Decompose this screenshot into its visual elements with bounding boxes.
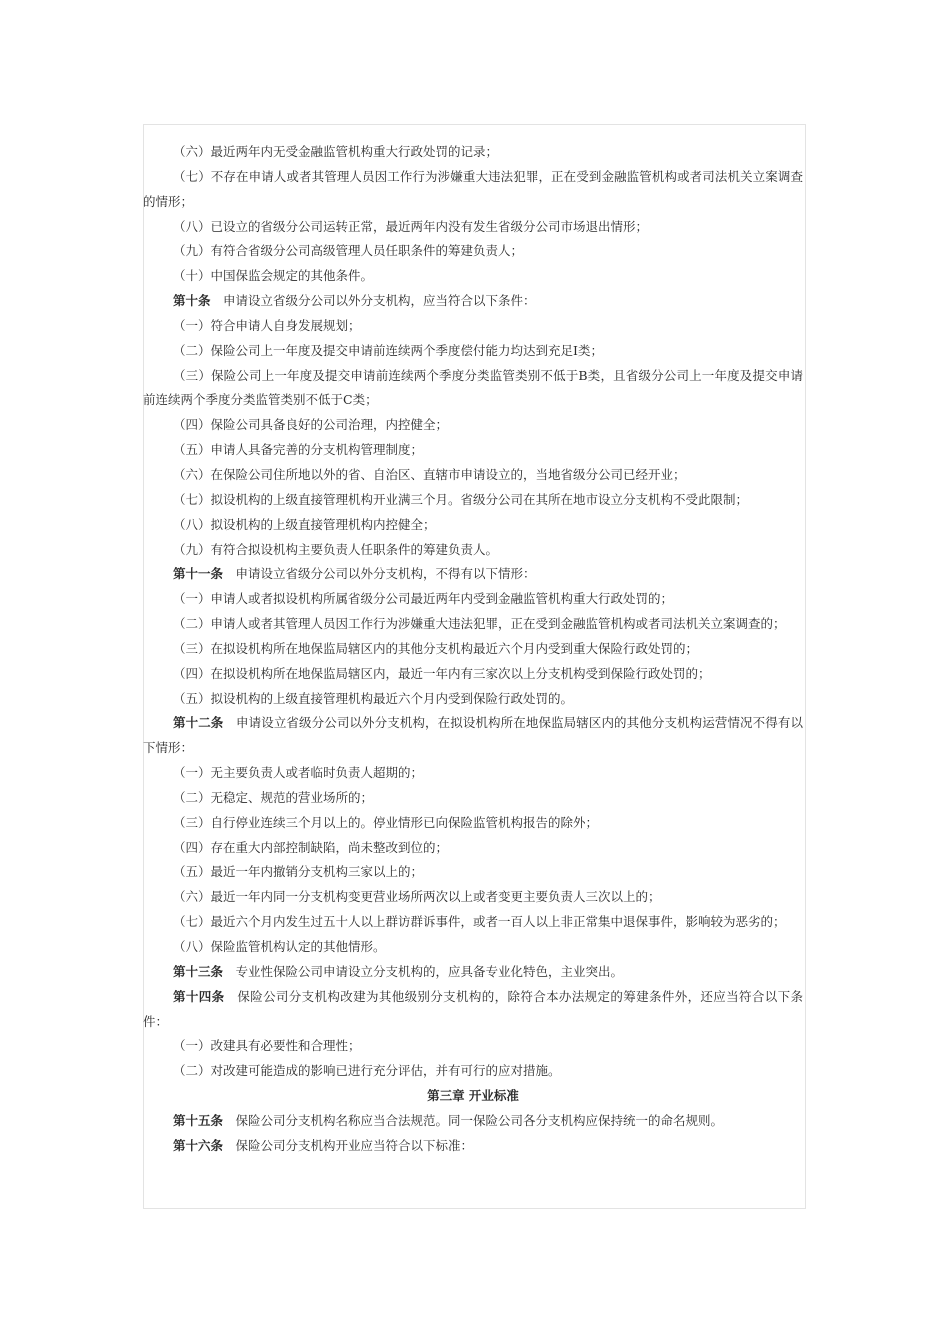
article-number: 第十四条 [173,988,225,1004]
article-text: 专业性保险公司申请设立分支机构的，应具备专业化特色，主业突出。 [235,963,624,979]
article-text: 申请设立省级分公司以外分支机构，在拟设机构所在地保监局辖区内的其他分支机构运营情况不得有以下情形： [143,715,803,756]
clause-item: （七）不存在申请人或者其管理人员因工作行为涉嫌重大违法犯罪，正在受到金融监管机构或者司法机关立案调查的情形； [143,168,803,209]
clause-item: （九）有符合省级分公司高级管理人员任职条件的筹建负责人； [173,243,524,259]
clause-item: （三）自行停业连续三个月以上的。停业情形已向保险监管机构报告的除外； [173,814,599,830]
clause-item: （十）中国保监会规定的其他条件。 [173,268,374,284]
clause-item: （九）有符合拟设机构主要负责人任职条件的筹建负责人。 [173,541,499,557]
clause-item: （六）最近一年内同一分支机构变更营业场所两次以上或者变更主要负责人三次以上的； [173,889,661,905]
clause-item: （七）最近六个月内发生过五十人以上群访群诉事件，或者一百人以上非正常集中退保事件，影响较为恶劣的； [173,914,786,930]
article-number: 第十三条 [173,963,224,979]
clause-item: （一）无主要负责人或者临时负责人超期的； [173,765,424,781]
article-number: 第十一条 [173,566,224,582]
clause-item: （六）在保险公司住所地以外的省、自治区、直辖市申请设立的，当地省级分公司已经开业； [173,466,686,482]
clause-item: （二）无稳定、规范的营业场所的； [173,789,374,805]
article-text: 申请设立省级分公司以外分支机构，应当符合以下条件： [223,293,536,309]
clause-item: （五）申请人具备完善的分支机构管理制度； [173,442,424,458]
article-text: 申请设立省级分公司以外分支机构，不得有以下情形： [235,566,536,582]
document-body [143,140,803,1159]
clause-item: （三）保险公司上一年度及提交申请前连续两个季度分类监管类别不低于B类，且省级分公司上一年度及提交申请前连续两个季度分类监管类别不低于C类； [143,367,803,408]
article-text: 保险公司分支机构开业应当符合以下标准： [235,1137,474,1153]
clause-item: （一）符合申请人自身发展规划； [173,317,361,333]
clause-item: （八）拟设机构的上级直接管理机构内控健全； [173,516,436,532]
clause-item: （二）对改建可能造成的影响已进行充分评估，并有可行的应对措施。 [173,1063,561,1079]
article-text: 保险公司分支机构名称应当合法规范。同一保险公司各分支机构应保持统一的命名规则。 [235,1112,724,1128]
article-number: 第十五条 [173,1112,224,1128]
article-paragraph [143,289,803,314]
article-number: 第十六条 [173,1137,224,1153]
clause-item: （三）在拟设机构所在地保监局辖区内的其他分支机构最近六个月内受到重大保险行政处罚的； [173,640,699,656]
clause-item: （二）申请人或者其管理人员因工作行为涉嫌重大违法犯罪，正在受到金融监管机构或者司法机关立案调查的； [173,616,786,632]
clause-item: （八）已设立的省级分公司运转正常，最近两年内没有发生省级分公司市场退出情形； [173,218,649,234]
clause-item: （一）改建具有必要性和合理性； [173,1038,361,1054]
article-paragraph [143,985,803,1035]
clause-item: （二）保险公司上一年度及提交申请前连续两个季度偿付能力均达到充足Ⅰ类； [173,342,603,358]
article-paragraph [143,960,803,985]
article-paragraph [143,1109,803,1134]
clause-item: （四）存在重大内部控制缺陷，尚未整改到位的； [173,839,449,855]
clause-item: （七）拟设机构的上级直接管理机构开业满三个月。省级分公司在其所在地市设立分支机构不受此限制； [173,491,749,507]
chapter-heading: 第三章 开业标准 [427,1088,519,1104]
clause-item: （五）拟设机构的上级直接管理机构最近六个月内受到保险行政处罚的。 [173,690,574,706]
clause-item: （六）最近两年内无受金融监管机构重大行政处罚的记录； [173,144,499,159]
clause-item: （四）保险公司具备良好的公司治理，内控健全； [173,417,449,433]
article-number: 第十二条 [173,715,224,731]
article-paragraph [143,1134,803,1159]
article-paragraph [143,562,803,587]
clause-item: （八）保险监管机构认定的其他情形。 [173,939,386,954]
article-paragraph [143,711,803,761]
clause-item: （五）最近一年内撤销分支机构三家以上的； [173,864,424,880]
article-number: 第十条 [173,293,211,309]
clause-item: （一）申请人或者拟设机构所属省级分公司最近两年内受到金融监管机构重大行政处罚的； [173,591,674,607]
article-text: 保险公司分支机构改建为其他级别分支机构的，除符合本办法规定的筹建条件外，还应当符合以下条件： [143,988,803,1029]
clause-item: （四）在拟设机构所在地保监局辖区内，最近一年内有三家次以上分支机构受到保险行政处罚的； [173,665,711,681]
